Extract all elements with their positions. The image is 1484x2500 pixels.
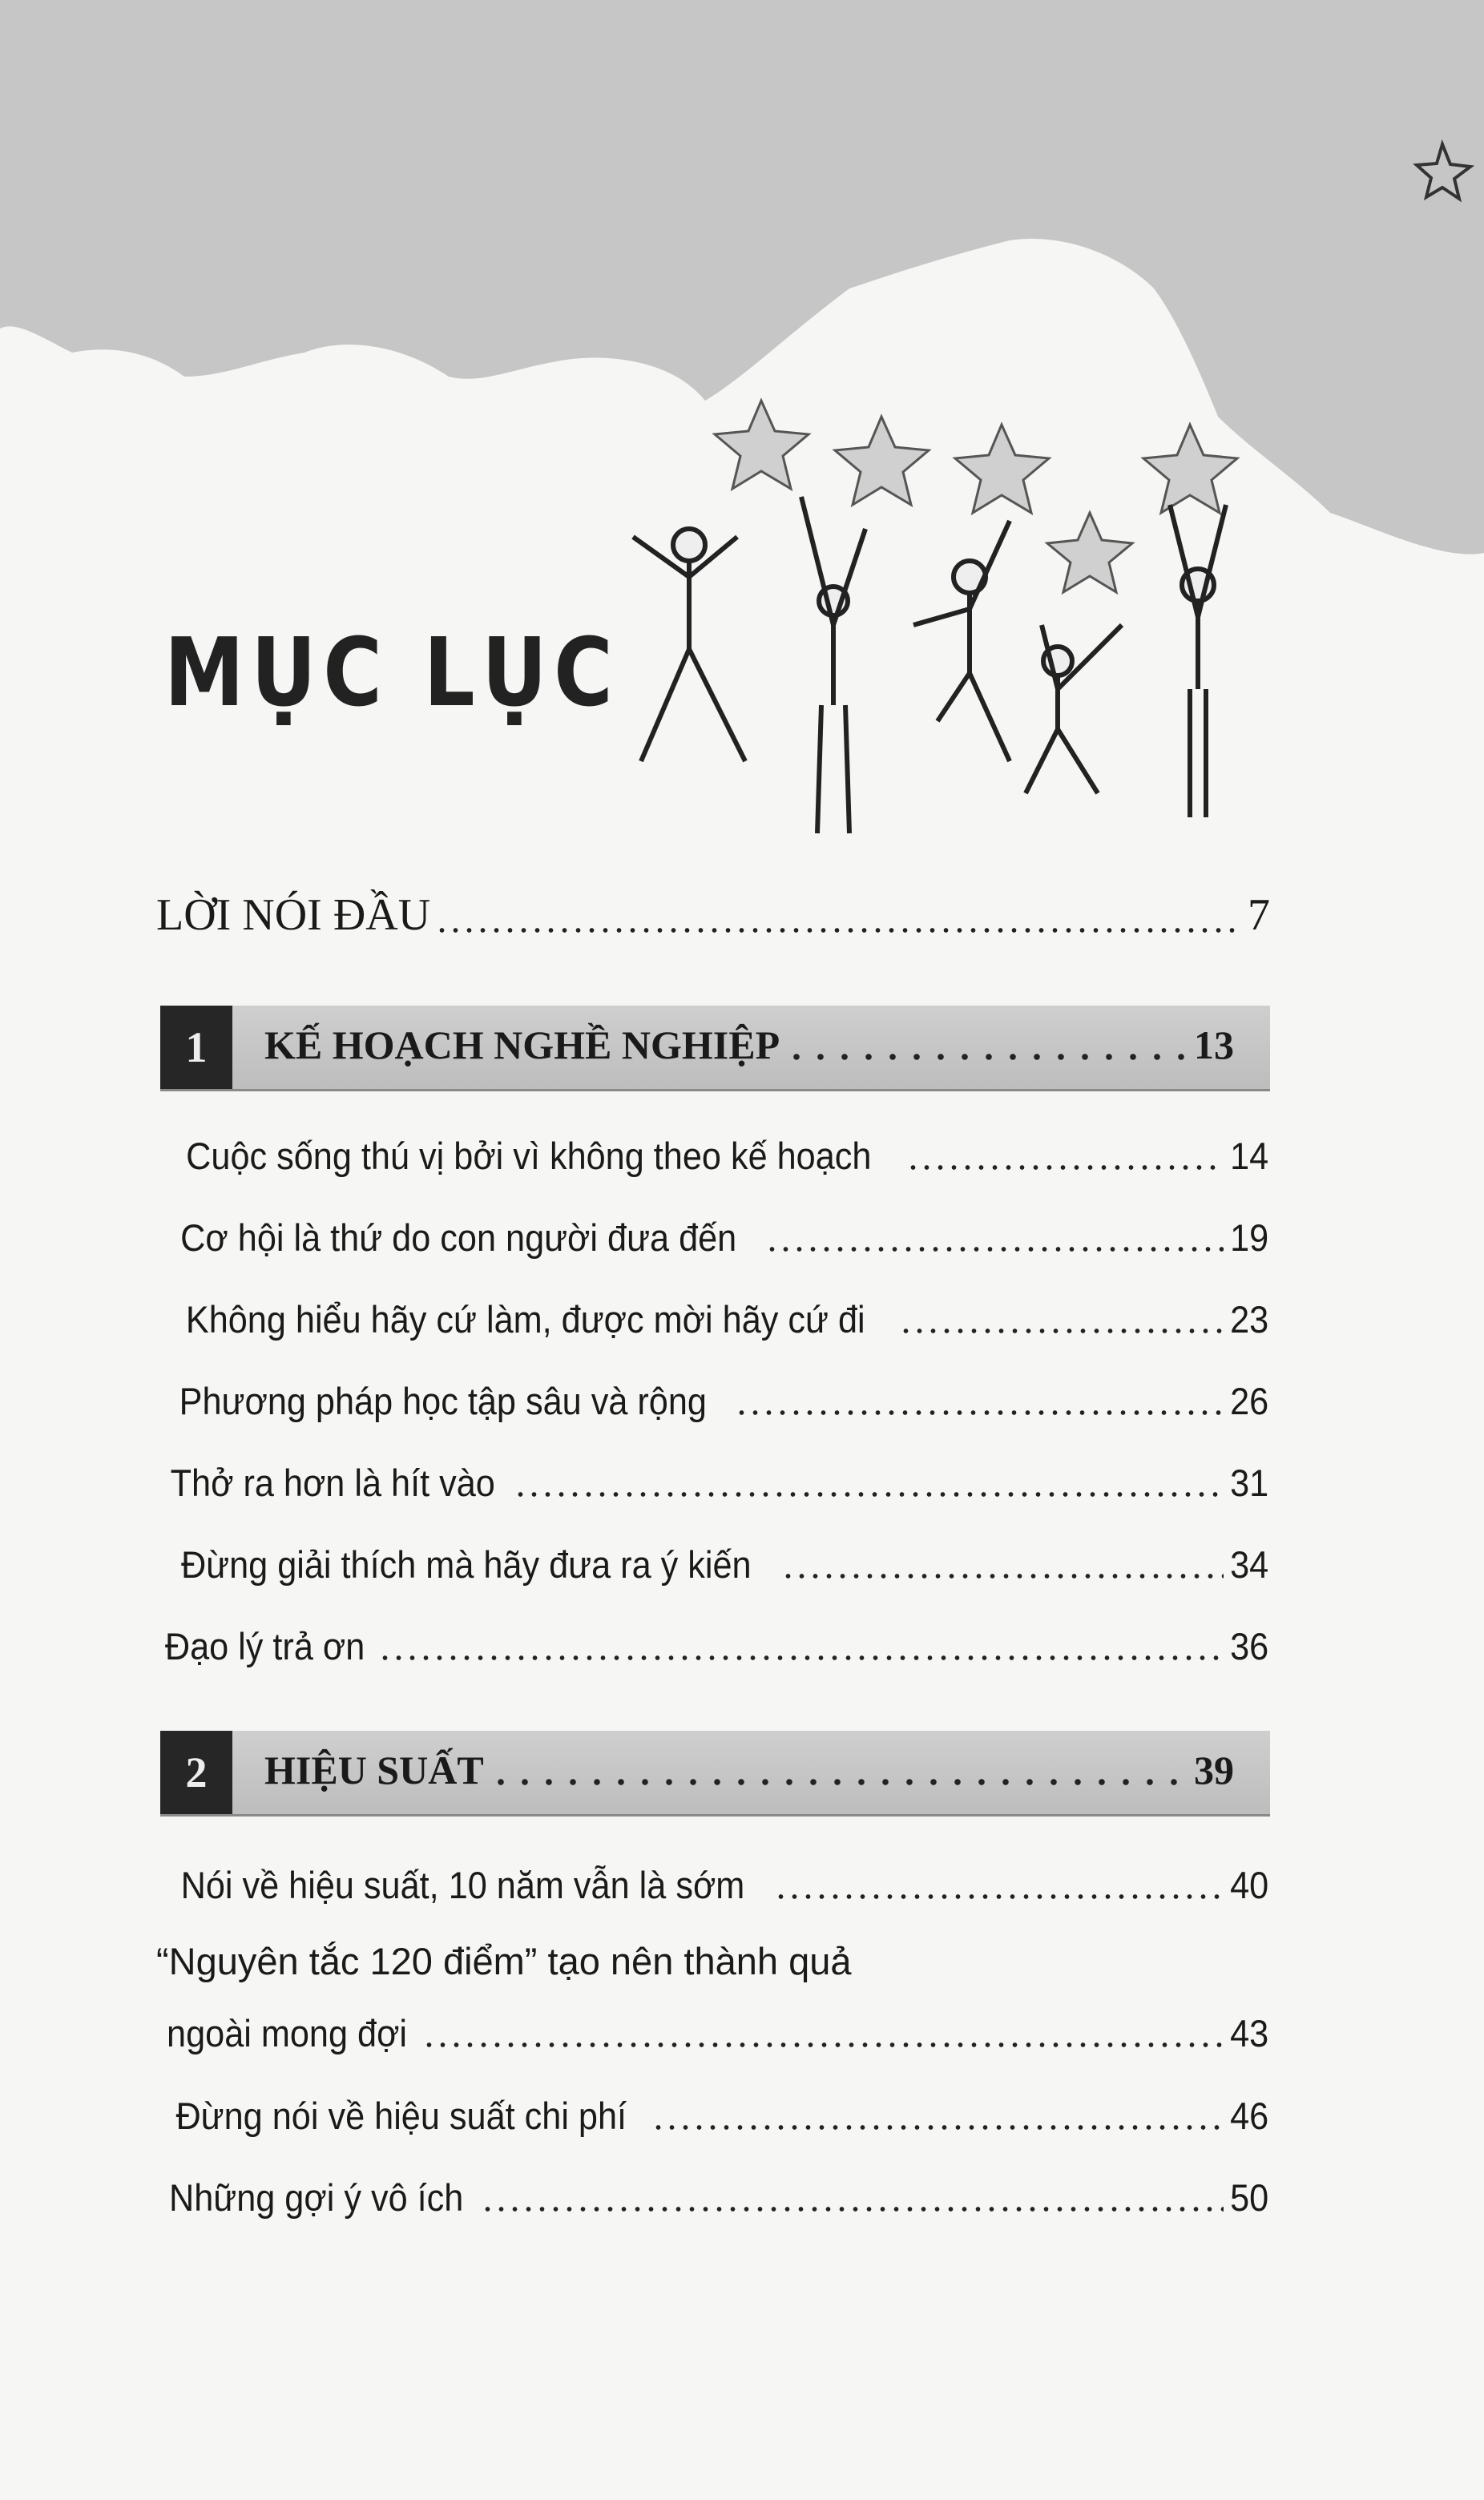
entry-page: 40 [1229,1864,1268,1906]
entry-title: Đừng giải thích mà hãy đưa ra ý kiến [180,1543,752,1586]
star-icon [955,425,1049,513]
dot-leader [514,1492,1223,1497]
dot-leader [781,1574,1224,1579]
dot-leader [735,1410,1224,1415]
star-icon [1143,425,1237,513]
entry-title: Đạo lý trả ơn [164,1625,365,1667]
entry-page: 31 [1229,1462,1268,1504]
toc-entry[interactable] [156,1379,1270,1423]
chapter-header-1[interactable] [160,1006,1270,1091]
entry-page: 50 [1229,2176,1268,2219]
dot-leader [378,1655,1224,1660]
dot-leader [481,2207,1223,2212]
chapter-title-row [264,1022,1234,1068]
dot-leader [774,1894,1224,1899]
entry-title: LỜI NÓI ĐẦU [156,890,431,940]
star-icon [835,417,929,505]
chapter-page: 13 [1194,1022,1234,1067]
dot-leader [422,2042,1224,2047]
page-title: MỤC LỤC [164,617,620,728]
entry-title: Thở ra hơn là hít vào [170,1462,495,1504]
entry-page: 23 [1229,1298,1268,1341]
entry-page: 14 [1229,1135,1268,1177]
entry-page: 26 [1229,1380,1268,1422]
entry-title: Không hiểu hãy cứ làm, được mời hãy cứ đi [185,1298,865,1341]
dot-leader [765,1247,1223,1252]
entry-title: Phương pháp học tập sâu và rộng [179,1380,707,1422]
toc-entry[interactable] [156,1297,1270,1341]
chapter-title: HIỆU SUẤT [264,1748,484,1792]
toc-entry[interactable] [156,1134,1270,1178]
entry-title: Đừng nói về hiệu suất chi phí [175,2095,627,2137]
dot-leader [489,1779,1189,1785]
chapter-page: 39 [1194,1748,1234,1792]
toc-entry[interactable] [156,2175,1270,2220]
entry-page: 19 [1229,1216,1268,1259]
star-icon [1047,513,1132,592]
chapter-title-row [264,1747,1234,1793]
dot-leader [906,1165,1224,1170]
entry-title-line1[interactable]: “Nguyên tắc 120 điểm” tạo nên thành quả [156,1940,852,1982]
toc-entry-preface[interactable] [156,889,1270,941]
entry-page: 34 [1229,1543,1268,1586]
chapter-header-2[interactable] [160,1731,1270,1817]
toc-entry[interactable] [156,1461,1270,1505]
entry-title: Cơ hội là thứ do con người đưa đến [180,1216,737,1259]
entry-page: 43 [1229,2012,1268,2054]
toc-entry[interactable] [156,1216,1270,1260]
dot-leader [899,1329,1223,1333]
entry-title: Những gợi ý vô ích [168,2176,464,2219]
entry-page: 46 [1229,2095,1268,2137]
toc-entry[interactable] [156,1624,1270,1668]
toc-entry[interactable] [156,2011,1270,2055]
entry-page: 7 [1248,890,1270,940]
toc-entry[interactable] [156,2094,1270,2138]
chapter-title: KẾ HOẠCH NGHỀ NGHIỆP [264,1022,780,1067]
entry-title: ngoài mong đợi [167,2012,408,2054]
toc-entry[interactable] [156,1542,1270,1587]
toc-entry[interactable] [156,1863,1270,1907]
dot-leader [651,2125,1224,2130]
entry-page: 36 [1229,1625,1268,1667]
people-holding-stars-illustration [609,385,1282,849]
entry-title: Nói về hiệu suất, 10 năm vẫn là sớm [180,1864,745,1906]
dot-leader [435,928,1243,933]
dot-leader [784,1054,1189,1060]
chapter-number: 2 [160,1731,232,1814]
star-icon [715,401,809,489]
entry-title: Cuộc sống thú vị bởi vì không theo kế hoạch [186,1135,872,1177]
chapter-number: 1 [160,1006,232,1089]
